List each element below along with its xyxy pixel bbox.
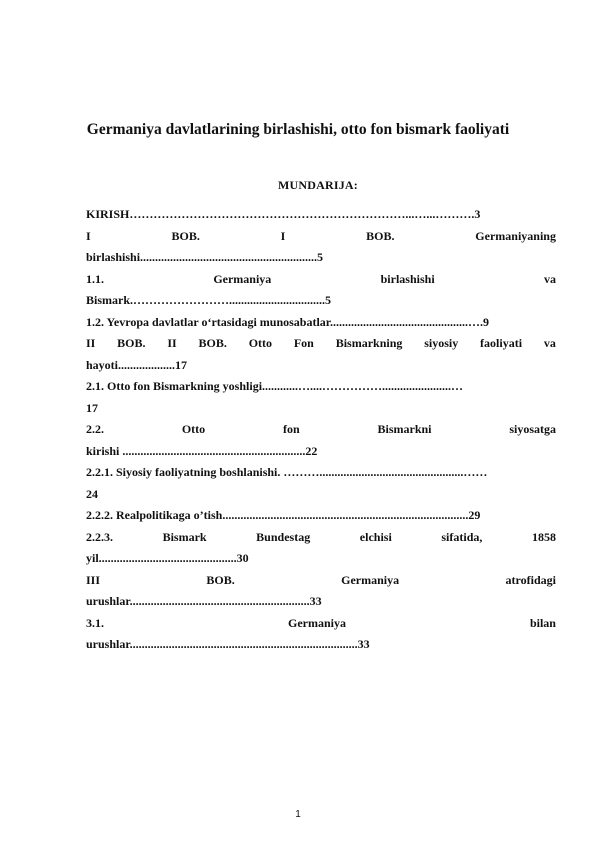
toc-word: Fon: [293, 336, 314, 350]
toc-word: Germaniyaning: [475, 228, 556, 243]
toc-line-justified: [86, 226, 556, 248]
toc-line: hayoti...................17: [86, 357, 188, 372]
toc-line: Bismark.……………………................................5: [86, 293, 332, 307]
toc-word: Bismark: [162, 529, 207, 544]
toc-line: KIRISH……………………………………………………………...…...……….3: [86, 207, 481, 221]
toc-word: Germaniya: [341, 572, 400, 587]
toc-line-justified: [86, 570, 556, 592]
toc-line: urushlar............................................................................33: [86, 637, 370, 651]
toc-word: BOB.: [117, 336, 146, 350]
toc-word: siyosatga: [509, 422, 556, 436]
toc-word: BOB.: [366, 228, 395, 243]
toc-word: Otto: [181, 422, 206, 436]
toc-word: Germaniya: [287, 615, 346, 630]
toc-word: Bismarkni: [377, 422, 432, 436]
toc-line-justified: [86, 613, 556, 635]
toc-word: sifatida,: [441, 529, 483, 544]
toc-word: faoliyati: [480, 336, 523, 350]
toc-word: 2.2.3.: [86, 529, 113, 544]
toc-word: II: [167, 336, 177, 350]
toc-line: birlashishi...........................................................5: [86, 250, 324, 264]
document-title: Germaniya davlatlarining birlashishi, otto fon bismark faoliyati: [86, 121, 510, 138]
toc-word: elchisi: [359, 529, 392, 544]
table-of-contents: [86, 204, 556, 656]
toc-word: BOB.: [198, 336, 227, 350]
toc-word: I: [86, 228, 91, 243]
page-number: 1: [295, 809, 301, 820]
toc-word: atrofidagi: [505, 572, 556, 587]
toc-word: va: [543, 336, 556, 350]
toc-line-justified: [86, 527, 556, 549]
toc-word: bilan: [529, 615, 556, 630]
toc-word: Bismarkning: [335, 336, 403, 350]
toc-heading: MUNDARIJA:: [278, 178, 358, 192]
toc-word: Bundestag: [256, 529, 311, 544]
toc-word: II: [86, 336, 96, 350]
toc-word: 1858: [531, 529, 556, 544]
toc-line: kirishi .............................................................22: [86, 443, 318, 458]
toc-line: 1.2. Yevropa davlatlar o‘rtasidagi munosabatlar..............................................….9: [86, 314, 490, 329]
toc-line-justified: [86, 269, 556, 291]
toc-word: BOB.: [171, 228, 200, 243]
toc-word: I: [280, 228, 286, 243]
toc-word: 2.2.: [86, 422, 104, 436]
toc-word: birlashishi: [380, 271, 435, 286]
toc-word: III: [86, 572, 101, 587]
toc-word: siyosiy: [424, 336, 459, 350]
toc-line: 2.2.2. Realpolitikaga o’tish..................................................................................29: [86, 508, 481, 522]
toc-word: BOB.: [206, 572, 235, 587]
toc-line: 2.2.1. Siyosiy faoliyatning boshlanishi. ………................................................……: [86, 465, 488, 479]
toc-line: yil..............................................30: [86, 551, 249, 565]
toc-line: 2.1. Otto fon Bismarkning yoshligi............…....…………….......................…: [86, 379, 464, 393]
toc-line-justified: [86, 333, 556, 355]
toc-word: Germaniya: [213, 271, 272, 286]
toc-line: urushlar............................................................33: [86, 594, 322, 608]
toc-line: 17: [86, 400, 98, 415]
toc-word: Otto: [248, 336, 273, 350]
toc-word: 1.1.: [86, 271, 104, 286]
toc-word: va: [543, 271, 556, 286]
toc-line-justified: [86, 419, 556, 441]
toc-word: 3.1.: [86, 615, 104, 630]
toc-word: fon: [282, 422, 300, 436]
toc-line: 24: [86, 486, 98, 501]
